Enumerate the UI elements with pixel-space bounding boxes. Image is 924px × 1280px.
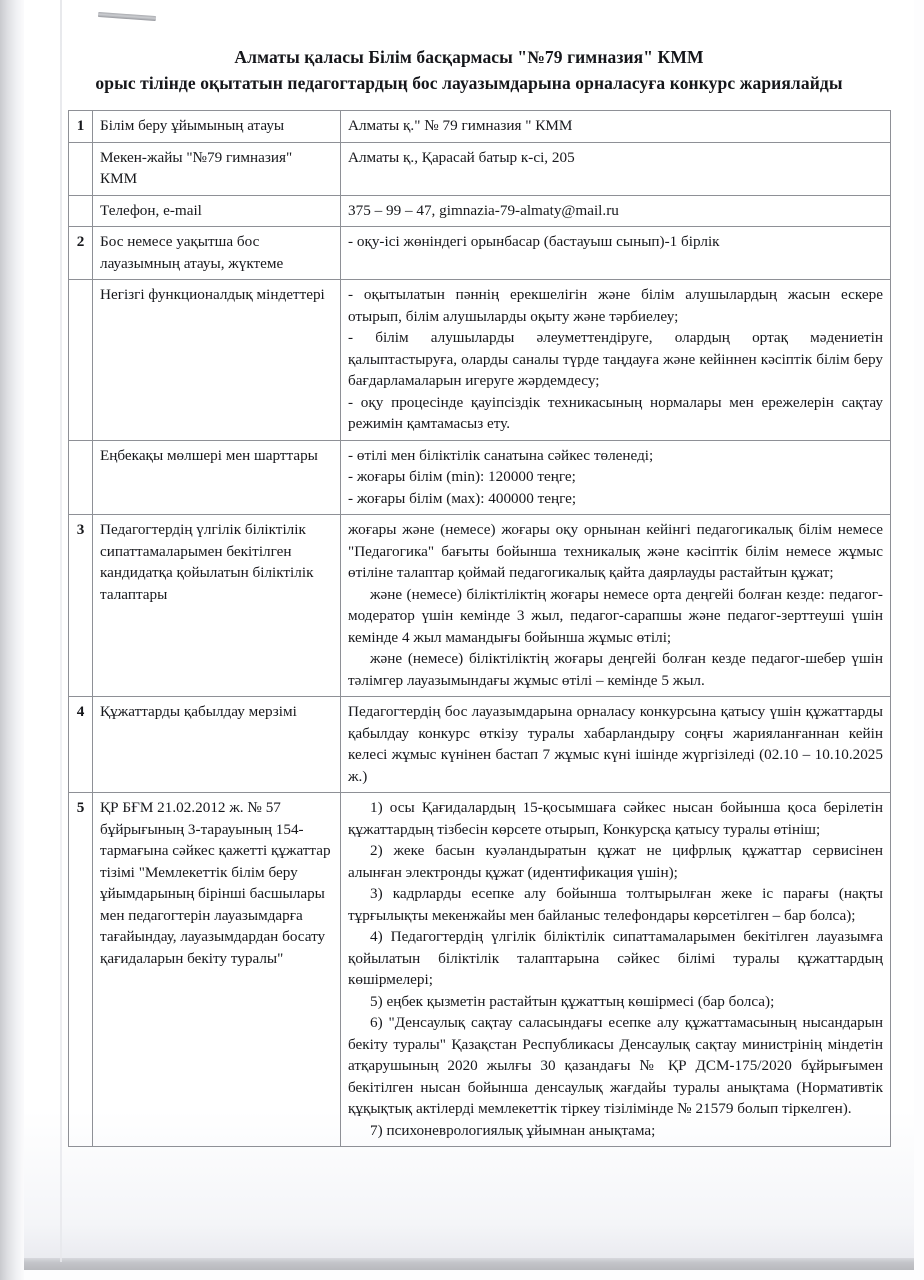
row-number [69,280,93,441]
row-label: Телефон, e-mail [93,195,341,227]
document-item: 6) "Денсаулық сақтау саласындағы есепке алу құжаттамасының нысандарын бекіту туралы" Қазақстан Республикасы Денсаулық сақтау министрінің міндетін атқарушының 2020 жылғы 30 қазандағы № ҚР ДСМ-175/2020 бұйрығымен бекітілген нысан бойынша денсаулық жағдайы туралы анықтама (Нормативтік құқықтық актілерді мемлекеттік тіркеу тізілімінде № 21579 болып тіркелген). [348,1014,883,1117]
table-row [69,142,891,195]
title-line-1: Алматы қаласы Білім басқармасы "№79 гимназия" КММ [234,47,704,67]
row-label: Негізгі функционалдық міндеттері [93,280,341,441]
document-item: 7) психоневрологиялық ұйымнан анықтама; [370,1121,656,1139]
row-label: ҚР БҒМ 21.02.2012 ж. № 57 бұйрығының 3-тарауының 154-тармағына сәйкес қажетті құжаттар тізімі "Мемлекеттік білім беру ұйымдарының бірінші басшылары мен педагогтерін лауазымдарға тағайындау, лауазымдардан босату қағидаларын бекіту туралы" [93,793,341,1147]
row-number: 2 [69,227,93,280]
duty-item: - оқытылатын пәннің ерекшелігін және білім алушылардың жасын ескере отырып, білім алушыларды оқыту және тәрбиелеу; [348,286,883,325]
page-edge-line [60,0,62,1262]
title-line-2: орыс тілінде оқытатын педагогтардың бос лауазымдарына орналасуға конкурс жариялайды [95,73,843,93]
row-number [69,195,93,227]
duty-item: - білім алушыларды әлеуметтендіруге, олардың ортақ мәдениетін қалыптастыруға, оларды саналы түрде таңдауға және кейіннен кәсіптік білім беру бағдарламаларын игеруге жәрдемдесу; [348,329,883,389]
row-label: Білім беру ұйымының атауы [93,111,341,143]
document-item: 2) жеке басын куәландыратын құжат не цифрлық құжаттар сервисінен алынған электронды құжат (идентификация үшін); [348,842,883,881]
document-item: 4) Педагогтердің үлгілік біліктілік сипаттамаларымен бекітілген лауазымға қойылатын біліктілік талаптарына сәйкес білімі туралы құжаттардың көшірмелері; [348,928,883,988]
row-number [69,440,93,515]
row-value-qualifications [341,515,891,697]
table-body [69,111,891,1147]
salary-item-max: - жоғары білім (мах): 400000 теңге; [348,489,577,507]
row-number: 1 [69,111,93,143]
row-value-deadline: Педагогтердің бос лауазымдарына орналасу конкурсына қатысу үшін құжаттарды қабылдау конкурс өткізу туралы хабарландыру соңғы жарияланғаннан кейін келесі жұмыс күнінен бастап 7 жұмыс күні ішінде жүргізіледі (02.10 – 10.10.2025 ж.) [341,697,891,793]
row-value-contact: 375 – 99 – 47, gimnazia-79-almaty@mail.ru [341,195,891,227]
row-value: Алматы қ." № 79 гимназия " КММ [341,111,891,143]
table-row [69,227,891,280]
row-label: Құжаттарды қабылдау мерзімі [93,697,341,793]
table-row [69,280,891,441]
table-row [69,440,891,515]
row-number: 3 [69,515,93,697]
document-item: 1) осы Қағидалардың 15-қосымшаға сәйкес нысан бойынша қоса берілетін құжаттардың тізбесін көрсете отырып, Конкурсқа қатысу туралы өтініш; [348,799,883,838]
row-label: Педагогтердің үлгілік біліктілік сипаттамаларымен бекітілген кандидатқа қойылатын біліктілік талаптары [93,515,341,697]
row-value: - оқу-ісі жөніндегі орынбасар (бастауыш сынып)-1 бірлік [341,227,891,280]
page-title [0,0,924,96]
paper-bottom-shadow [22,1258,914,1270]
salary-item-min: - жоғары білім (min): 120000 теңге; [348,468,576,485]
row-value-required-documents [341,793,891,1147]
row-label: Мекен-жайы "№79 гимназия" КММ [93,142,341,195]
document-item: 3) кадрларды есепке алу бойынша толтырылған жеке іс парағы (нақты тұрғылықты мекенжайы мен байланыс телефондары көрсетілген – бар болса); [348,885,883,924]
vacancy-announcement-table [68,110,891,1147]
binding-gutter [0,0,24,1280]
table-row [69,793,891,1147]
row-number: 4 [69,697,93,793]
row-label: Еңбекақы мөлшері мен шарттары [93,440,341,515]
row-value-duties [341,280,891,441]
row-value: Алматы қ., Қарасай батыр к-сі, 205 [341,142,891,195]
duty-item: - оқу процесінде қауіпсіздік техникасының нормалары мен ережелерін сақтау режимін қамтамасыз ету. [348,393,883,432]
row-label: Бос немесе уақытша бос лауазымның атауы, жүктеме [93,227,341,280]
row-value-salary [341,440,891,515]
document-item: 5) еңбек қызметін растайтын құжаттың көшірмесі (бар болса); [370,992,775,1010]
table-row [69,111,891,143]
qualification-item: жоғары және (немесе) жоғары оқу орнынан кейінгі педагогикалық білім немесе "Педагогика" бағыты бойынша техникалық және кәсіптік білім немесе жұмыс өтіліне талаптар қоймай педагогикалық қайта даярлауды растайтын құжат; [348,521,883,581]
table-row [69,195,891,227]
row-number [69,142,93,195]
qualification-item: және (немесе) біліктіліктің жоғары деңгейі болған кезде педагог-шебер үшін тәлімгер лауазымындағы жұмыс өтілі – кемінде 5 жыл. [348,650,883,689]
row-number: 5 [69,793,93,1147]
table-row [69,697,891,793]
qualification-item: және (немесе) біліктіліктің жоғары немесе орта деңгейі болған кезде: педагог-модератор үшін кемінде 3 жыл, педагог-сарапшы және педагог-зерттеуші үшін кемінде 4 жыл мамандығы бойынша жұмыс өтілі; [348,585,883,646]
salary-item: - өтілі мен біліктілік санатына сәйкес төленеді; [348,446,654,464]
table-row [69,515,891,697]
